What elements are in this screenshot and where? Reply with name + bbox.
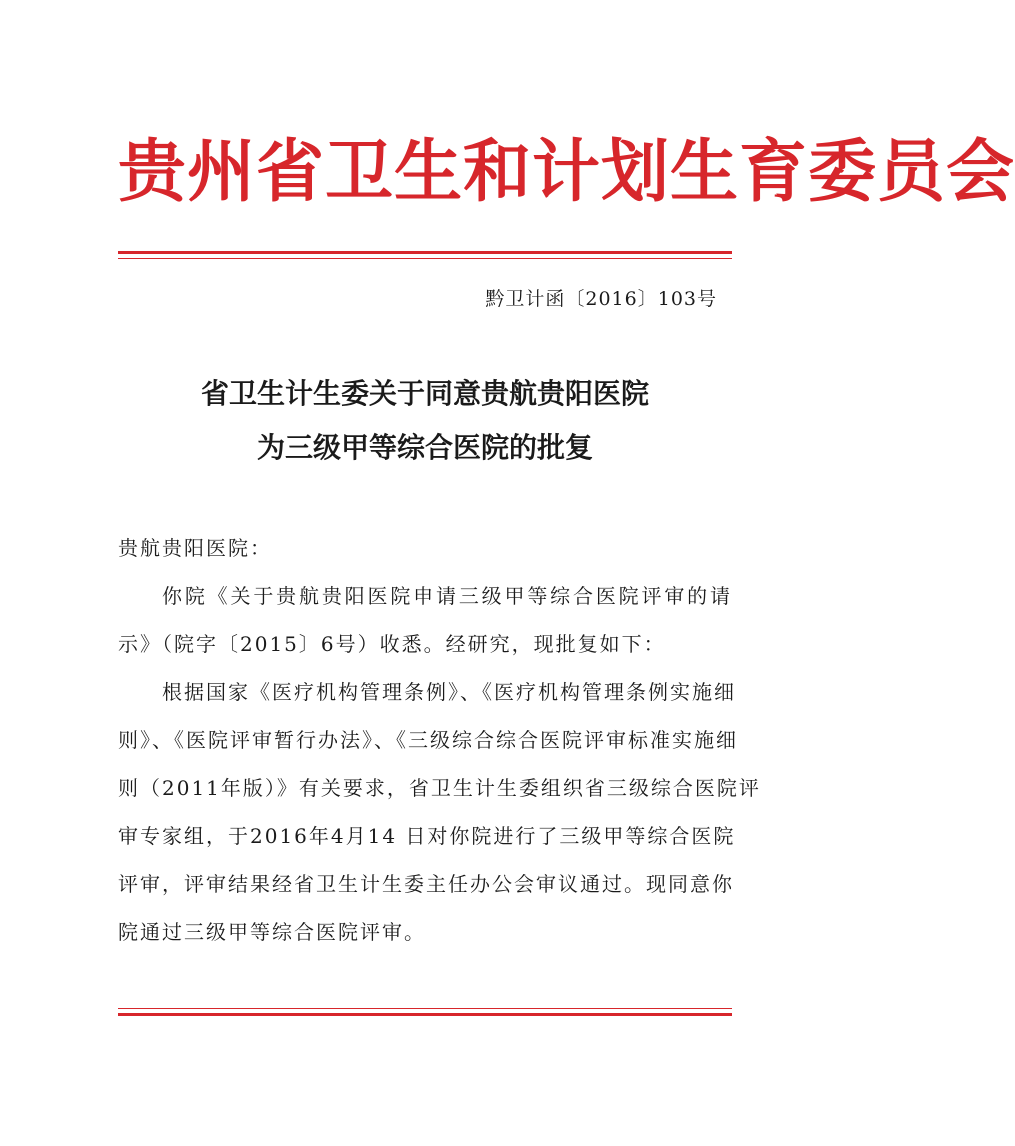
body-line: 根据国家《医疗机构管理条例》、《医疗机构管理条例实施细 (162, 680, 736, 704)
body-line: 则（2011年版）》有关要求，省卫生计生委组织省三级综合医院评 (118, 776, 761, 800)
body-line: 评审，评审结果经省卫生计生委主任办公会审议通过。现同意你 (118, 872, 734, 896)
body-line: 则》、《医院评审暂行办法》、《三级综合综合医院评审标准实施细 (118, 728, 738, 752)
footer-rule-thin (118, 1008, 732, 1009)
body-line: 示》（院字〔2015〕6号）收悉。经研究，现批复如下： (118, 632, 666, 656)
header-rule-thin (118, 258, 732, 259)
org-letterhead-title: 贵州省卫生和计划生育委员会 (118, 133, 1015, 212)
body-line: 审专家组，于2016年4月14 日对你院进行了三级甲等综合医院 (118, 824, 736, 848)
document-title-line-2: 为三级甲等综合医院的批复 (256, 431, 593, 464)
salutation: 贵航贵阳医院： (118, 536, 272, 560)
body-line: 你院《关于贵航贵阳医院申请三级甲等综合医院评审的请 (162, 584, 732, 608)
document-number: 黔卫计函〔2016〕103号 (485, 288, 717, 310)
document-title-line-1: 省卫生计生委关于同意贵航贵阳医院 (200, 377, 649, 410)
footer-rule-thick (118, 1013, 732, 1016)
header-rule-thick (118, 251, 732, 254)
body-line: 院通过三级甲等综合医院评审。 (118, 920, 426, 944)
